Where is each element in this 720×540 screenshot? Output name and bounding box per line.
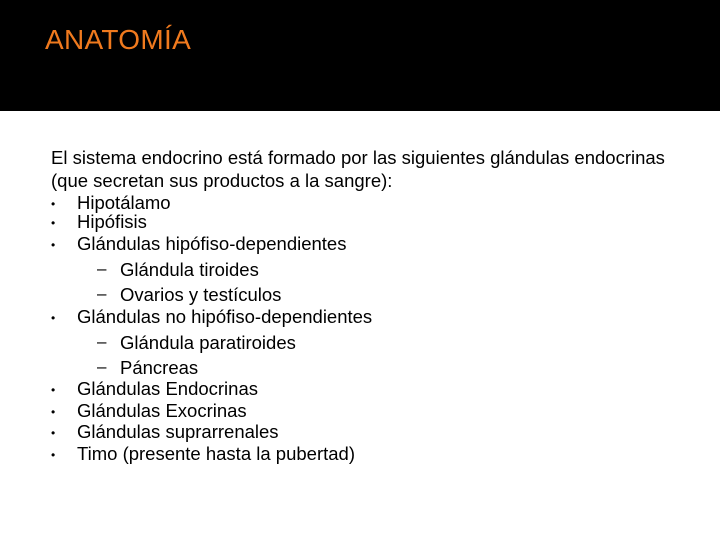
bullet-icon: • [51, 216, 56, 230]
sub-item-label: Páncreas [120, 357, 199, 378]
slide-title: ANATOMÍA [45, 24, 192, 55]
content-area [0, 111, 720, 540]
list-item-label: Glándulas suprarrenales [77, 421, 279, 442]
dash-icon: – [97, 332, 107, 351]
list-item-label: Hipotálamo [77, 192, 171, 213]
bullet-icon: • [51, 311, 56, 325]
list-item-label: Glándulas no hipófiso-dependientes [77, 306, 373, 327]
sub-item-label: Glándula tiroides [120, 259, 259, 280]
bullet-icon: • [51, 383, 56, 397]
bullet-icon: • [51, 238, 56, 252]
list-item-label: Hipófisis [77, 211, 147, 232]
bullet-icon: • [51, 405, 56, 419]
list-item-label: Glándulas hipófiso-dependientes [77, 233, 347, 254]
dash-icon: – [97, 259, 107, 278]
bullet-icon: • [51, 426, 56, 440]
list-item-label: Glándulas Endocrinas [77, 378, 258, 399]
dash-icon: – [97, 284, 107, 303]
dash-icon: – [97, 357, 107, 376]
bullet-icon: • [51, 448, 56, 462]
intro-paragraph: El sistema endocrino está formado por las siguientes glándulas endocrinas (que secretan sus productos a la sangre): [51, 147, 665, 191]
bullet-icon: • [51, 197, 56, 211]
list-item-label: Timo (presente hasta la pubertad) [77, 443, 355, 464]
sub-item-label: Glándula paratiroides [120, 332, 296, 353]
sub-item-label: Ovarios y testículos [120, 284, 282, 305]
list-item-label: Glándulas Exocrinas [77, 400, 247, 421]
